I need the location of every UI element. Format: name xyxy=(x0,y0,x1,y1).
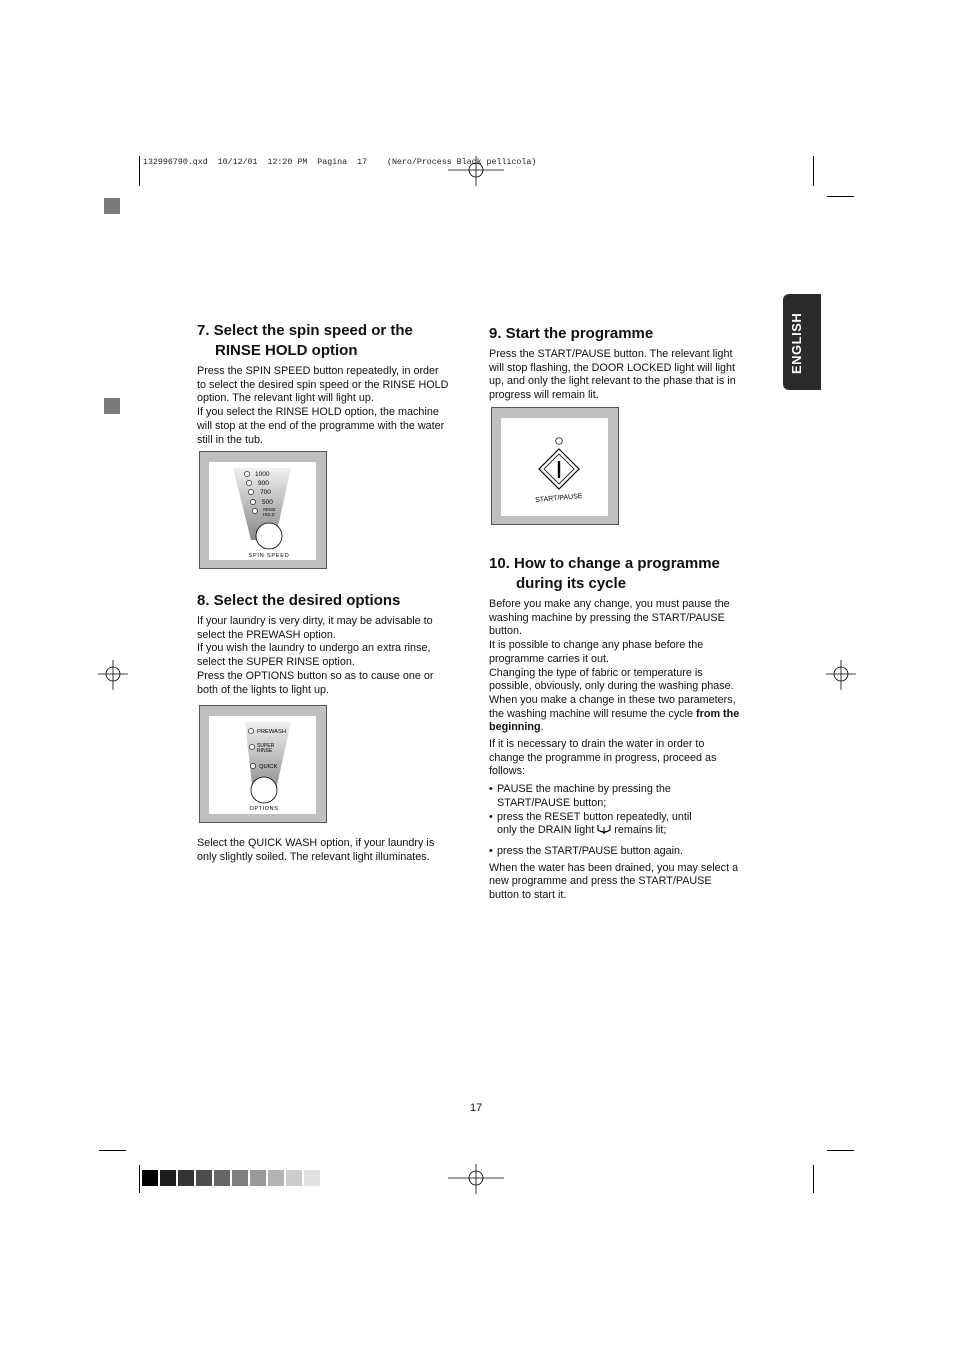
color-swatch xyxy=(142,1170,158,1186)
speed-label: 500 xyxy=(262,499,273,506)
section-7-text: Press the SPIN SPEED button repeatedly, in order to select the desired spin speed or the RINSE HOLD option. The relevant light will light up. If you select the RINSE HOLD option, the machine will stop at the end of the programme with the water still in the tub. xyxy=(197,365,449,446)
list-item: • press the RESET button repeatedly, until only the DRAIN light remains lit; xyxy=(489,811,769,838)
crop-mark xyxy=(139,156,140,186)
crop-mark xyxy=(827,196,854,197)
color-swatch xyxy=(286,1170,302,1186)
color-swatch xyxy=(214,1170,230,1186)
margin-marker xyxy=(104,398,120,414)
color-swatch xyxy=(160,1170,176,1186)
language-tab-label: ENGLISH xyxy=(789,312,804,374)
start-pause-figure xyxy=(491,407,619,525)
registration-mark-right xyxy=(826,660,856,690)
drain-steps-list xyxy=(489,783,769,859)
margin-marker xyxy=(104,198,120,214)
section-8-text: If your laundry is very dirty, it may be advisable to select the PREWASH option. If you wish the laundry to undergo an extra rinse, select the SUPER RINSE option. Press the OPTIONS button so as to cause one or both of the lights to light up. xyxy=(197,615,434,696)
print-header: 132996790.qxd 10/12/01 12:20 PM Pagina 17 (Nero/Process Black pellicola) xyxy=(143,158,537,167)
super-rinse-light xyxy=(249,744,254,749)
hold-label: HOLD xyxy=(263,512,275,517)
speed-label: 1000 xyxy=(255,471,270,478)
color-swatch xyxy=(232,1170,248,1186)
options-knob xyxy=(251,777,277,803)
speed-light xyxy=(246,480,251,485)
section-9-title: 9. Start the programme xyxy=(489,325,654,342)
color-swatch xyxy=(178,1170,194,1186)
speed-light xyxy=(248,489,253,494)
color-swatch xyxy=(250,1170,266,1186)
color-swatch xyxy=(268,1170,284,1186)
super-label: SUPER xyxy=(257,743,275,749)
options-label: OPTIONS xyxy=(249,806,279,812)
quick-light xyxy=(250,763,255,768)
start-pause-label: START/PAUSE xyxy=(534,492,583,505)
crop-mark xyxy=(827,1150,854,1151)
spin-speed-label: SPIN SPEED xyxy=(248,553,290,559)
rinse-label: RINSE xyxy=(257,748,273,754)
page-number: 17 xyxy=(470,1102,483,1114)
speed-light xyxy=(244,471,249,476)
color-swatch xyxy=(304,1170,320,1186)
section-8-quick-text: Select the QUICK WASH option, if your laundry is only slightly soiled. The relevant light illuminates. xyxy=(197,837,435,863)
registration-mark-left xyxy=(98,660,128,690)
start-pause-light xyxy=(556,438,563,445)
list-item: • PAUSE the machine by pressing the START/PAUSE button; xyxy=(489,783,769,810)
list-item: • press the START/PAUSE button again. xyxy=(489,845,769,859)
rinse-label: RINSE xyxy=(263,507,276,512)
section-10-title: 10. How to change a programme during its cycle xyxy=(489,555,720,592)
section-8-title: 8. Select the desired options xyxy=(197,592,401,609)
crop-mark xyxy=(139,1165,140,1193)
section-7-title: 7. Select the spin speed or the RINSE HOLD option xyxy=(197,322,413,359)
quick-label: QUICK xyxy=(259,764,278,770)
section-10-text: Before you make any change, you must pause the washing machine by pressing the START/PAUSE button. It is possible to change any phase before the programme carries it out. Changing the type of fabric or temperature is possible, obviously, only during the washing phase. When you make a change in these two parameters, the washing machine will resume the cycle from the beginning. If it is necessary to drain the water in order to change the programme in progress, proceed as follows: • PAUSE the machine by pressing the START/PAUSE button; • press the RESET button repeatedly, until only the DRAIN light remains lit; • press the START/PAUSE button again. When the water has been drained, you may select a new programme and press the START/PAUSE button to start it. xyxy=(489,598,769,903)
prewash-label: PREWASH xyxy=(257,729,287,735)
registration-mark-top xyxy=(448,156,504,186)
crop-mark xyxy=(813,156,814,186)
crop-mark xyxy=(99,1150,126,1151)
options-figure xyxy=(199,705,327,823)
speed-label: 700 xyxy=(260,489,271,496)
rinse-hold-light xyxy=(252,508,257,513)
speed-label: 900 xyxy=(258,480,269,487)
section-9-text: Press the START/PAUSE button. The relevant light will stop flashing, the DOOR LOCKED light will light up, and only the light relevant to the phase that is in progress will remain lit. xyxy=(489,348,736,402)
color-swatch xyxy=(196,1170,212,1186)
drain-icon xyxy=(597,824,611,835)
spin-speed-knob xyxy=(256,523,282,549)
language-tab xyxy=(783,294,821,390)
registration-mark-bottom xyxy=(448,1164,504,1194)
prewash-light xyxy=(248,728,253,733)
speed-light xyxy=(250,499,255,504)
crop-mark xyxy=(813,1165,814,1193)
spin-speed-figure xyxy=(199,451,327,569)
